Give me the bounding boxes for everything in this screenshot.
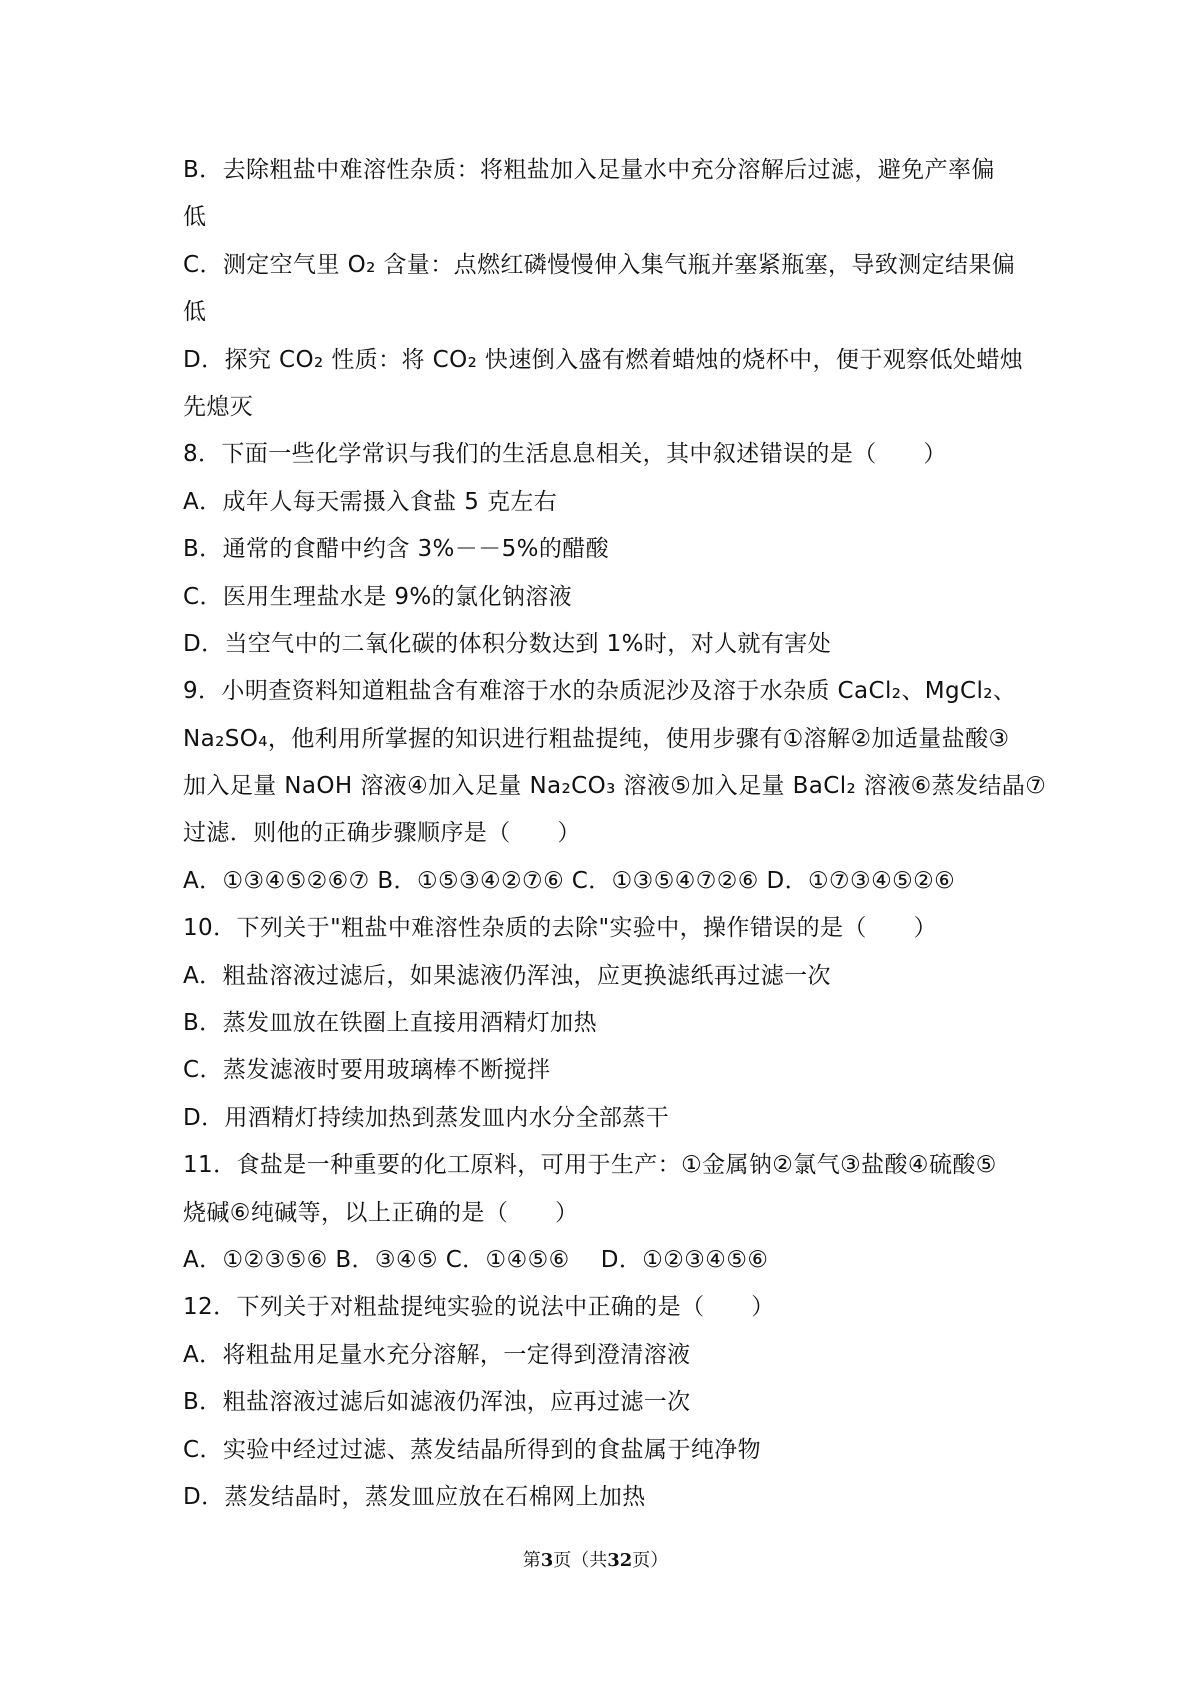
question-10-option-c: C．蒸发滤液时要用玻璃棒不断搅拌 xyxy=(183,1057,551,1084)
question-8-stem: 8．下面一些化学常识与我们的生活息息相关，其中叙述错误的是（ ） xyxy=(183,441,947,468)
question-12-option-a: A．将粗盐用足量水充分溶解，一定得到澄清溶液 xyxy=(183,1341,691,1368)
question-8-option-b: B．通常的食醋中约含 3%－－5%的醋酸 xyxy=(183,536,610,563)
question-10-option-a: A．粗盐溶液过滤后，如果滤液仍浑浊，应更换滤纸再过滤一次 xyxy=(183,962,831,989)
text-line: 低 xyxy=(183,204,207,231)
question-11-stem: 11．食盐是一种重要的化工原料，可用于生产：①金属钠②氯气③盐酸④硫酸⑤ xyxy=(183,1152,997,1179)
footer-middle: 页（共 xyxy=(553,1550,608,1571)
text-line: D．探究 CO₂ 性质：将 CO₂ 快速倒入盛有燃着蜡烛的烧杯中，便于观察低处蜡烛 xyxy=(183,346,1024,373)
text-line: C．测定空气里 O₂ 含量：点燃红磷慢慢伸入集气瓶并塞紧瓶塞，导致测定结果偏 xyxy=(183,251,1016,278)
page-footer xyxy=(0,1546,1191,1572)
question-8-option-d: D．当空气中的二氧化碳的体积分数达到 1%时，对人就有害处 xyxy=(183,630,832,657)
question-8-option-c: C．医用生理盐水是 9%的氯化钠溶液 xyxy=(183,583,573,610)
question-10-option-b: B．蒸发皿放在铁圈上直接用酒精灯加热 xyxy=(183,1010,597,1037)
text-line: 低 xyxy=(183,299,207,326)
question-9-options: A．①③④⑤②⑥⑦ B．①⑤③④②⑦⑥ C．①③⑤④⑦②⑥ D．①⑦③④⑤②⑥ xyxy=(183,867,956,894)
question-9-stem: Na₂SO₄，他利用所掌握的知识进行粗盐提纯，使用步骤有①溶解②加适量盐酸③ xyxy=(183,725,1010,752)
question-10-stem: 10．下列关于"粗盐中难溶性杂质的去除"实验中，操作错误的是（ ） xyxy=(183,915,938,942)
text-line: 先熄灭 xyxy=(183,393,254,420)
question-12-option-b: B．粗盐溶液过滤后如滤液仍浑浊，应再过滤一次 xyxy=(183,1389,691,1416)
question-9-stem: 过滤．则他的正确步骤顺序是（ ） xyxy=(183,820,581,847)
footer-suffix: 页） xyxy=(632,1550,669,1571)
question-11-stem: 烧碱⑥纯碱等，以上正确的是（ ） xyxy=(183,1199,579,1226)
document-body xyxy=(183,147,1047,1521)
question-11-options: A．①②③⑤⑥ B．③④⑤ C．①④⑤⑥ D．①②③④⑤⑥ xyxy=(183,1246,769,1273)
total-pages: 32 xyxy=(607,1550,633,1571)
question-9-stem: 9．小明查资料知道粗盐含有难溶于水的杂质泥沙及溶于水杂质 CaCl₂、MgCl₂、 xyxy=(183,678,1017,705)
question-10-option-d: D．用酒精灯持续加热到蒸发皿内水分全部蒸干 xyxy=(183,1104,670,1131)
question-9-stem: 加入足量 NaOH 溶液④加入足量 Na₂CO₃ 溶液⑤加入足量 BaCl₂ 溶液⑥蒸发结晶⑦ xyxy=(183,773,1047,800)
footer-prefix: 第 xyxy=(522,1550,541,1571)
question-12-option-c: C．实验中经过过滤、蒸发结晶所得到的食盐属于纯净物 xyxy=(183,1436,762,1463)
page-number: 3 xyxy=(540,1550,554,1571)
question-8-option-a: A．成年人每天需摄入食盐 5 克左右 xyxy=(183,488,558,515)
question-12-option-d: D．蒸发结晶时，蒸发皿应放在石棉网上加热 xyxy=(183,1483,646,1510)
question-12-stem: 12．下列关于对粗盐提纯实验的说法中正确的是（ ） xyxy=(183,1294,775,1321)
text-line: B．去除粗盐中难溶性杂质：将粗盐加入足量水中充分溶解后过滤，避免产率偏 xyxy=(183,157,995,183)
